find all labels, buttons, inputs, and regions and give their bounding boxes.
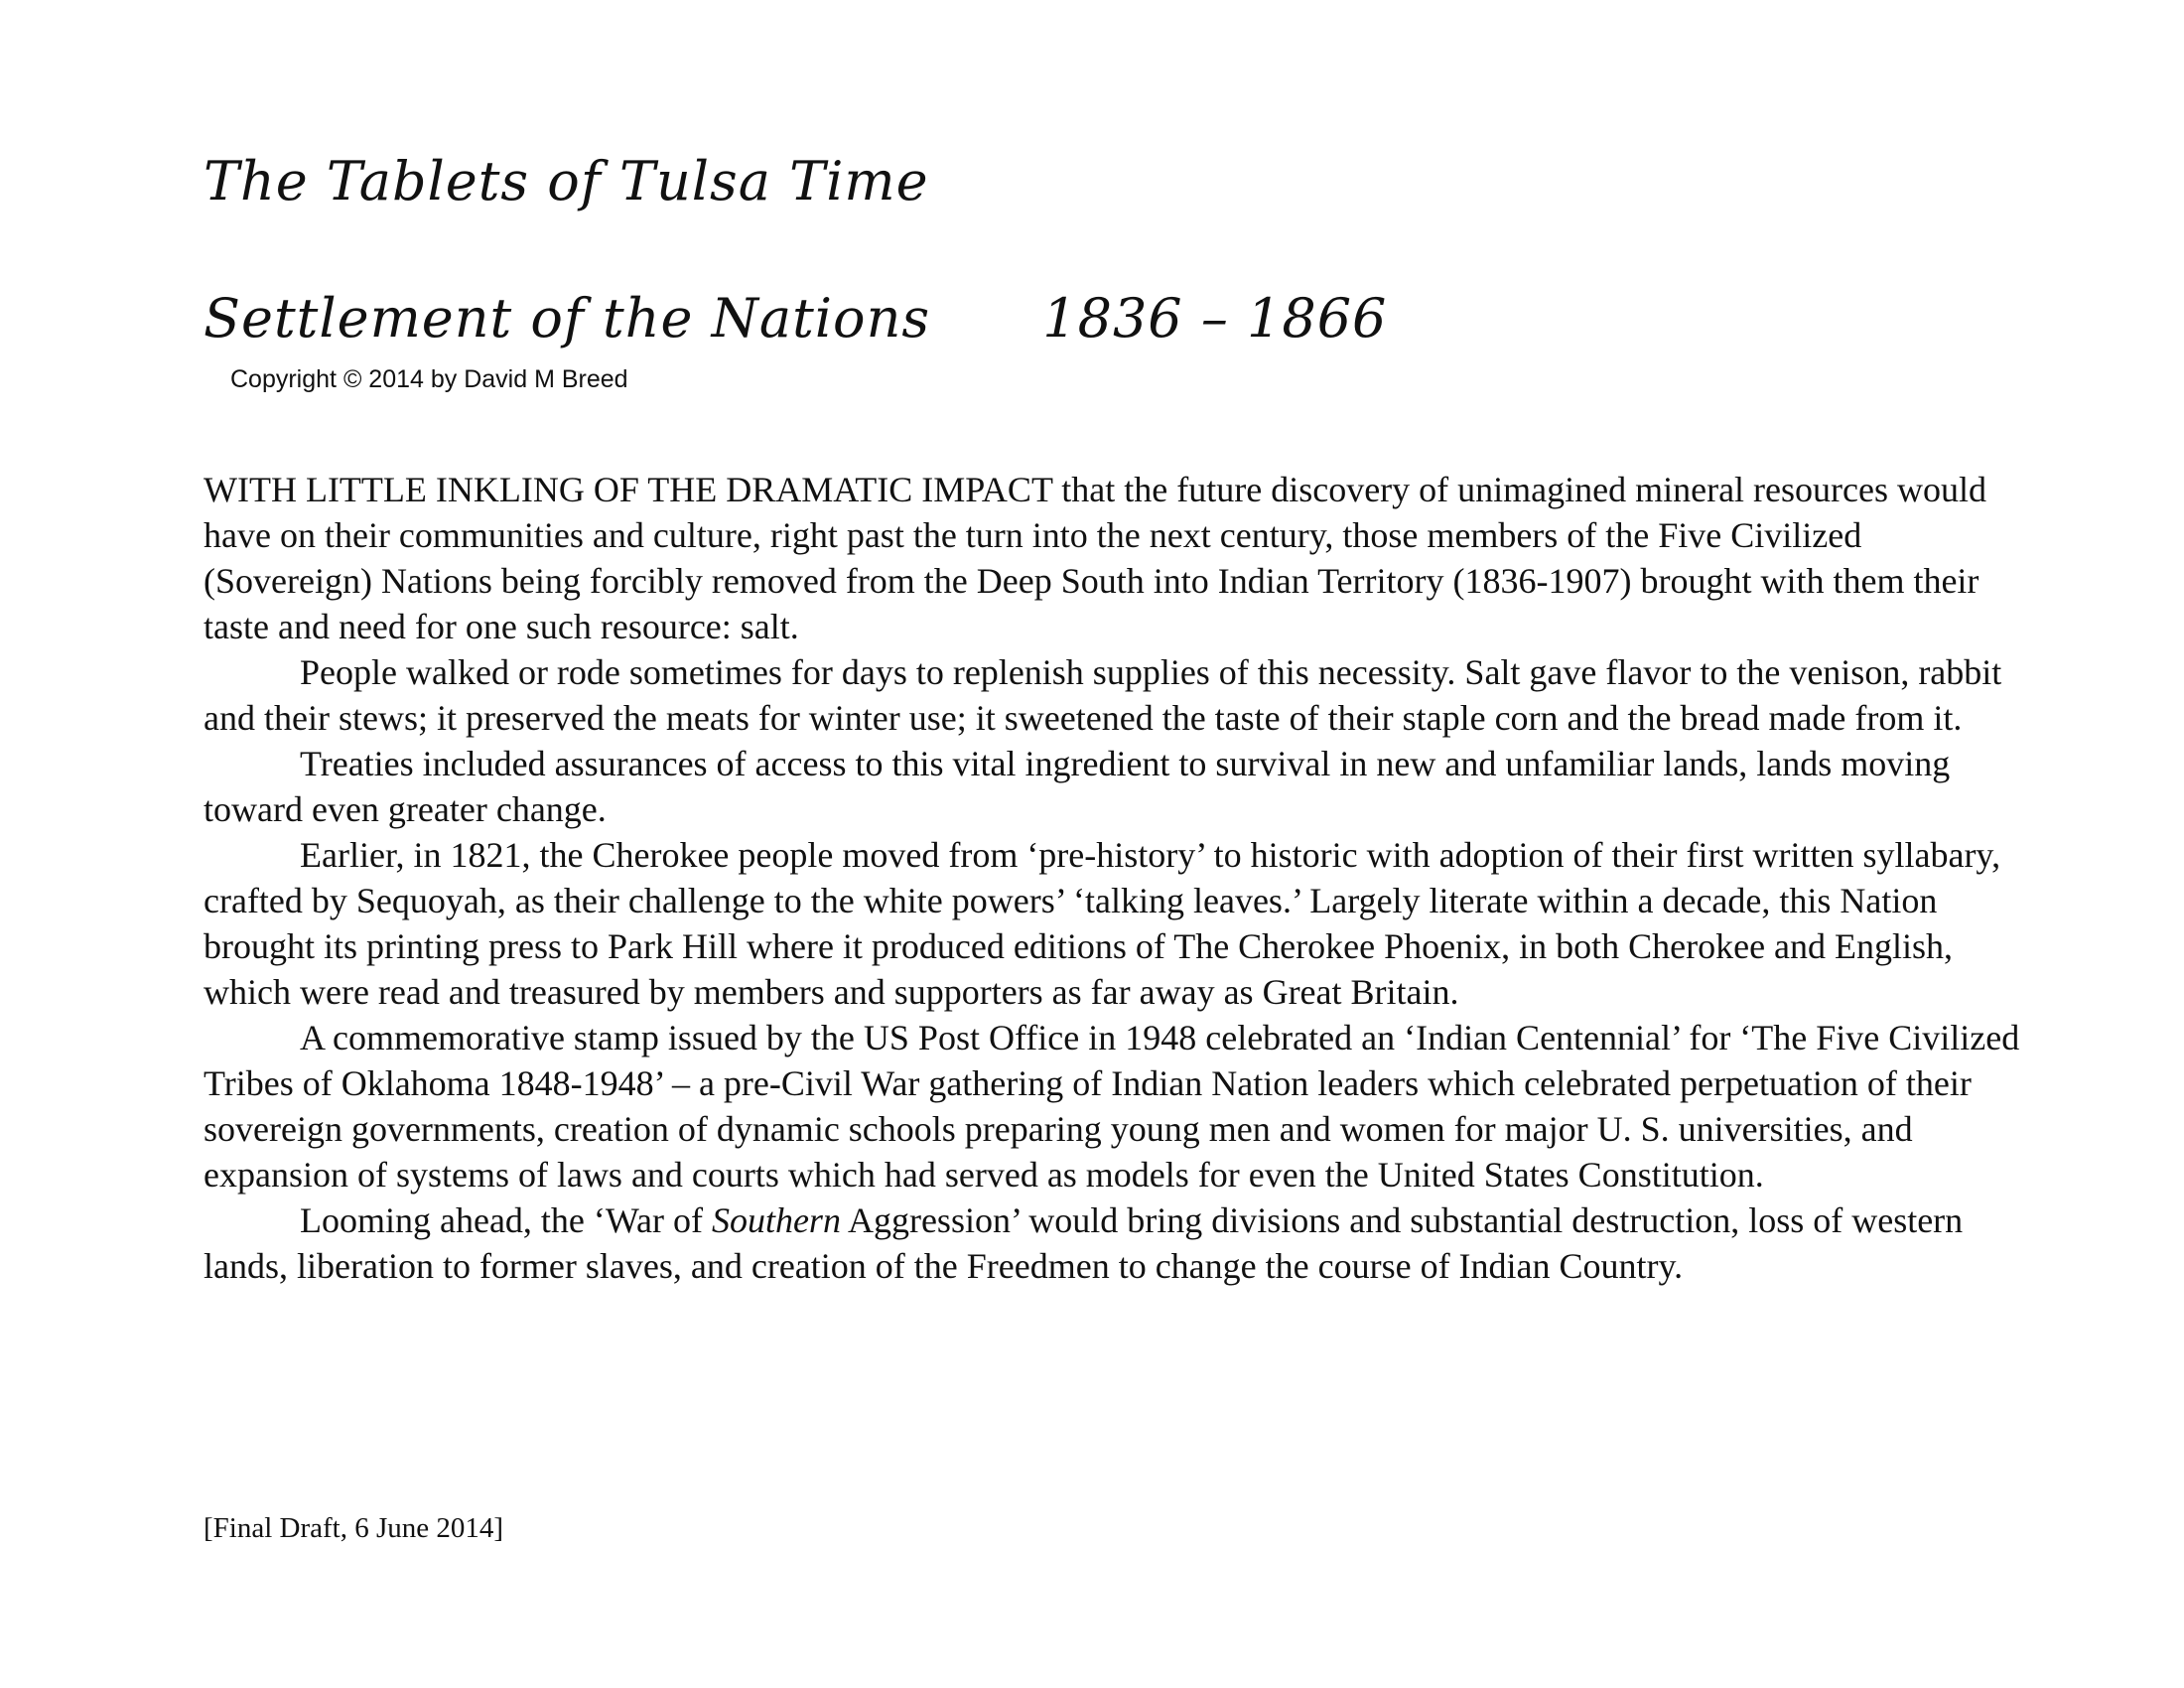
paragraph-lead-in: WITH LITTLE INKLING OF THE DRAMATIC IMPACT (204, 470, 1053, 509)
paragraph-6-text-before: Looming ahead, the ‘War of (300, 1200, 712, 1240)
paragraph-6-emphasis: Southern (711, 1200, 841, 1240)
document-subtitle: Settlement of the Nations (204, 287, 931, 350)
paragraph-4: Earlier, in 1821, the Cherokee people moved from ‘pre-history’ to historic with adoption of their first written syllabary, crafted by Sequoyah, as their challenge to the white powers’ ‘talking leaves.’ Largely literate within a decade, this Nation brought its printing press to Park Hill where it produced editions of The Cherokee Phoenix, in both Cherokee and English, which were read and treasured by members and supporters as far away as Great Britain. (204, 835, 2001, 1012)
paragraph-6 (204, 1197, 2020, 1289)
body-text (204, 467, 2020, 1289)
paragraph-5: A commemorative stamp issued by the US Post Office in 1948 celebrated an ‘Indian Centennial’ for ‘The Five Civilized Tribes of Oklahoma 1848-1948’ – a pre-Civil War gathering of Indian Nation leaders which celebrated perpetuation of their sovereign governments, creation of dynamic schools preparing young men and women for major U. S. universities, and expansion of systems of laws and courts which had served as models for even the United States Constitution. (204, 1018, 2020, 1195)
date-range: 1836 – 1866 (1042, 287, 1388, 350)
paragraph-2: People walked or rode sometimes for days to replenish supplies of this necessity. Salt gave flavor to the venison, rabbit and their stews; it preserved the meats for winter use; it sweetened the taste of their staple corn and the bread made from it. (204, 652, 2002, 738)
paragraph-3: Treaties included assurances of access to this vital ingredient to survival in new and unfamiliar lands, lands moving toward even greater change. (204, 744, 1951, 829)
paragraph-1-text: that the future discovery of unimagined mineral resources would have on their communities and culture, right past the turn into the next century, those members of the Five Civilized (Sovereign) Nations being forcibly removed from the Deep South into Indian Territory (1836-1907) brought with them their taste and need for one such resource: salt. (204, 470, 1986, 646)
draft-note: [Final Draft, 6 June 2014] (204, 1512, 504, 1544)
paragraph-1 (204, 467, 2020, 649)
paragraph-6-text-after: Aggression’ would bring divisions and substantial destruction, loss of western lands, liberation to former slaves, and creation of the Freedmen to change the course of Indian Country. (204, 1200, 1964, 1286)
copyright-notice: Copyright © 2014 by David M Breed (230, 365, 628, 393)
document-title: The Tablets of Tulsa Time (204, 150, 929, 212)
subtitle-row (204, 288, 1387, 350)
